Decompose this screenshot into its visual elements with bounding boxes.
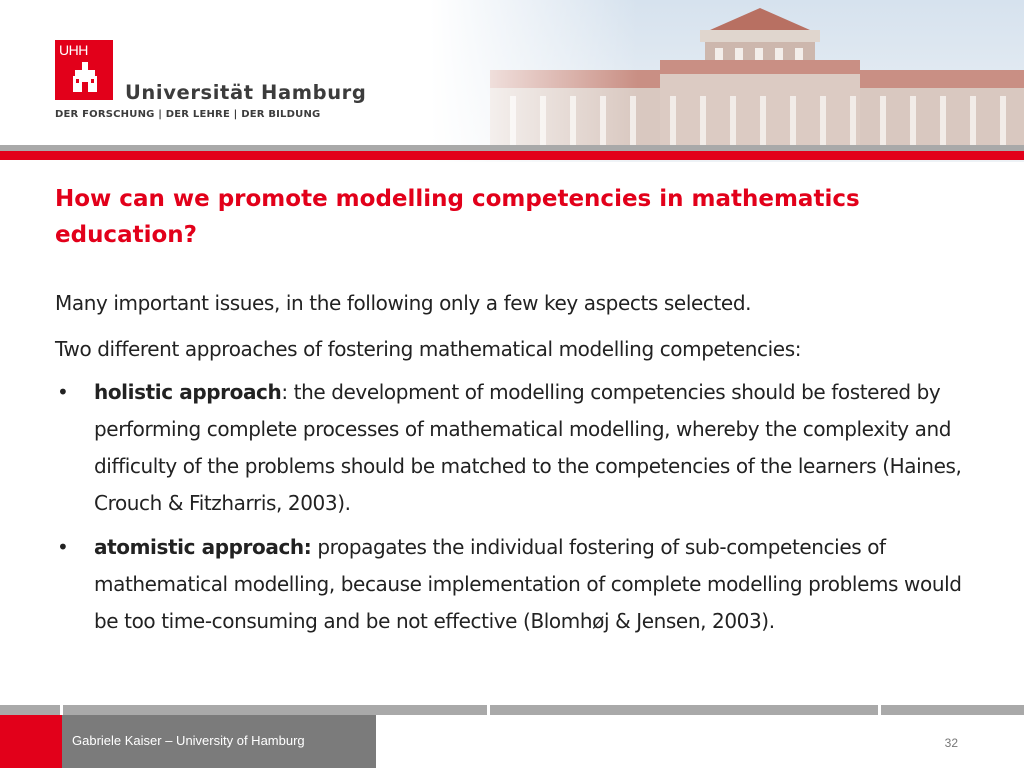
castle-icon (73, 62, 97, 92)
logo-text: UHH (59, 42, 88, 58)
university-building-image (430, 0, 1024, 162)
page-number: 32 (944, 736, 958, 750)
university-tagline: DER FORSCHUNG | DER LEHRE | DER BILDUNG (55, 109, 321, 120)
slide-header (0, 0, 1024, 162)
term-atomistic-approach: atomistic approach: (94, 535, 312, 559)
bullet-marker: • (57, 380, 69, 404)
footer-divider-grey (0, 705, 1024, 715)
footer-author-box (62, 715, 376, 768)
bullet-marker: • (57, 535, 69, 559)
footer-author: Gabriele Kaiser – University of Hamburg (72, 733, 305, 748)
approach-list (55, 374, 970, 647)
footer-divider-gap (60, 705, 63, 715)
atomistic-description: propagates the individual fostering of sub-competencies of mathematical modelling, because implementation of complete modelling problems would be too time-consuming and be not effective (Blomhøj & Jensen, 2003). (94, 535, 962, 633)
university-name: Universität Hamburg (125, 81, 367, 104)
term-holistic-approach: holistic approach (94, 380, 282, 404)
intro-paragraph-2: Two different approaches of fostering mathematical modelling competencies: (55, 337, 802, 361)
slide-title: How can we promote modelling competencies in mathematics education? (55, 186, 860, 248)
intro-paragraph-1: Many important issues, in the following only a few key aspects selected. (55, 291, 752, 315)
holistic-description: : the development of modelling competencies should be fostered by performing complete processes of mathematical modelling, whereby the complexity and difficulty of the problems should be matched to the competencies of the learners (Haines, Crouch & Fitzharris, 2003). (94, 380, 962, 515)
footer-divider-gap (878, 705, 881, 715)
university-logo[interactable] (55, 40, 113, 100)
footer-background (376, 715, 1024, 768)
footer-divider-gap (487, 705, 490, 715)
header-divider-red (0, 151, 1024, 160)
list-item-holistic (55, 374, 970, 522)
list-item-atomistic (55, 529, 970, 640)
